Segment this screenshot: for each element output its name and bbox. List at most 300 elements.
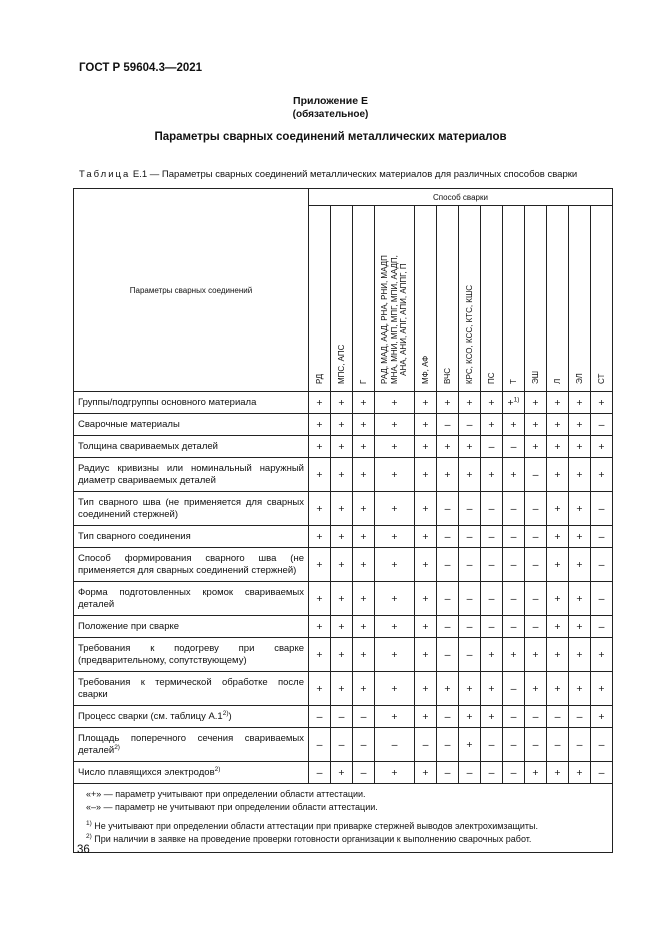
value-cell: [459, 728, 481, 762]
table-row: [74, 492, 613, 526]
value-cell: [547, 582, 569, 616]
value-cell: [525, 582, 547, 616]
caption-prefix: Таблица: [79, 169, 131, 180]
value: +: [598, 440, 605, 453]
value-cell: [353, 762, 375, 784]
value: –: [576, 710, 583, 723]
table-row: [74, 436, 613, 458]
value-cell: [481, 458, 503, 492]
method-header: [591, 206, 613, 392]
value-cell: [569, 638, 591, 672]
method-label: Т: [508, 379, 518, 384]
value: +: [576, 558, 583, 571]
value: –: [466, 620, 473, 633]
value-cell: [547, 672, 569, 706]
value-cell: [591, 414, 613, 436]
value-cell: [525, 436, 547, 458]
note-minus: «–» — параметр не учитывают при определении области аттестации.: [86, 802, 378, 812]
value: +: [338, 620, 345, 633]
method-label: ЭШ: [530, 370, 540, 384]
value: +: [554, 530, 561, 543]
value: +: [316, 558, 323, 571]
param-name-cell: [74, 414, 309, 436]
value: +: [338, 530, 345, 543]
value: +: [391, 710, 398, 723]
value-cell: [331, 638, 353, 672]
value-cell: [459, 616, 481, 638]
value: +: [466, 682, 473, 695]
value-cell: [459, 492, 481, 526]
value-cell: [459, 392, 481, 414]
param-name: Требования к подогреву при сварке (предварительному, сопутствующему): [78, 642, 304, 666]
footnote-ref: 2): [114, 743, 120, 751]
value-cell: [481, 762, 503, 784]
value-cell: [591, 526, 613, 548]
value-cell: [353, 458, 375, 492]
value-cell: [525, 672, 547, 706]
value-cell: [459, 458, 481, 492]
value-cell: [481, 436, 503, 458]
value-cell: [503, 492, 525, 526]
value: –: [488, 738, 495, 751]
value-cell: [375, 414, 415, 436]
method-label: ВЧС: [442, 367, 452, 384]
value-cell: [547, 436, 569, 458]
value-cell: [309, 548, 331, 582]
param-name: Требования к термической обработке после сварки: [78, 676, 304, 700]
value: +: [360, 418, 367, 431]
value: +: [316, 530, 323, 543]
value-cell: [569, 414, 591, 436]
method-group-header: Способ сварки: [309, 189, 613, 206]
value: +: [576, 766, 583, 779]
value-cell: [503, 616, 525, 638]
value-cell: [525, 762, 547, 784]
value: +: [316, 396, 323, 409]
table-row: [74, 414, 613, 436]
value-cell: [353, 436, 375, 458]
value-cell: [415, 414, 437, 436]
value-cell: [525, 638, 547, 672]
value-cell: [353, 548, 375, 582]
value-cell: [481, 638, 503, 672]
value: +: [391, 766, 398, 779]
section-title: Параметры сварных соединений металлических материалов: [154, 131, 507, 143]
value: +: [532, 396, 539, 409]
value-cell: [415, 728, 437, 762]
value: –: [444, 648, 451, 661]
value: –: [510, 530, 517, 543]
value-cell: [481, 706, 503, 728]
table-row: [74, 728, 613, 762]
value-cell: [309, 436, 331, 458]
value-cell: [353, 414, 375, 436]
value: +: [338, 592, 345, 605]
value: –: [466, 766, 473, 779]
value-cell: [591, 638, 613, 672]
param-name: Процесс сварки (см. таблицу А.1: [78, 710, 223, 722]
value: +: [422, 418, 429, 431]
value: –: [532, 710, 539, 723]
value-cell: [353, 672, 375, 706]
value-cell: [481, 582, 503, 616]
value: +: [598, 396, 605, 409]
value: +: [510, 468, 517, 481]
value-cell: [569, 526, 591, 548]
footnote-ref: 1): [513, 396, 520, 403]
value-cell: [569, 706, 591, 728]
value: –: [360, 738, 367, 751]
value: +: [391, 558, 398, 571]
value-cell: [437, 436, 459, 458]
value: +: [391, 620, 398, 633]
param-name-suffix: ): [228, 710, 232, 722]
value: +: [316, 682, 323, 695]
value-cell: [375, 762, 415, 784]
value-cell: [547, 548, 569, 582]
document-id: ГОСТ Р 59604.3—2021: [79, 62, 203, 74]
value: –: [360, 710, 367, 723]
value-cell: [459, 672, 481, 706]
value-cell: [569, 728, 591, 762]
table-row: [74, 638, 613, 672]
value: –: [598, 558, 605, 571]
value-cell: [591, 672, 613, 706]
param-name-cell: [74, 616, 309, 638]
value-cell: [375, 436, 415, 458]
value: –: [598, 620, 605, 633]
value: +: [598, 468, 605, 481]
appendix-title: Приложение Е: [293, 95, 368, 107]
value: +: [598, 710, 605, 723]
parameters-table: [73, 188, 613, 853]
value-cell: [481, 414, 503, 436]
param-name: Толщина свариваемых деталей: [78, 440, 218, 452]
value-cell: [503, 414, 525, 436]
value-cell: [525, 458, 547, 492]
value: +: [316, 592, 323, 605]
value-cell: [331, 616, 353, 638]
value-cell: [503, 762, 525, 784]
value: +: [576, 592, 583, 605]
value: +: [576, 418, 583, 431]
value-cell: [331, 706, 353, 728]
param-name-cell: [74, 638, 309, 672]
value: –: [444, 558, 451, 571]
value: +: [360, 592, 367, 605]
value-cell: [525, 616, 547, 638]
method-header: [331, 206, 353, 392]
value-cell: [591, 616, 613, 638]
value: +: [391, 592, 398, 605]
value: –: [510, 592, 517, 605]
value-cell: [503, 548, 525, 582]
value: –: [466, 592, 473, 605]
value: –: [488, 502, 495, 515]
value-cell: [569, 548, 591, 582]
value: +: [316, 648, 323, 661]
value: +: [360, 530, 367, 543]
method-label: ПС: [486, 372, 496, 384]
value: +: [422, 468, 429, 481]
value: +: [391, 396, 398, 409]
value: +: [554, 558, 561, 571]
value: –: [532, 738, 539, 751]
value: –: [316, 766, 323, 779]
value: +: [554, 620, 561, 633]
value-cell: [415, 638, 437, 672]
value-cell: [353, 582, 375, 616]
value: +: [422, 766, 429, 779]
value: +: [466, 396, 473, 409]
footnote-ref: 2): [214, 765, 221, 773]
value-cell: [525, 706, 547, 728]
value: +: [554, 418, 561, 431]
value-cell: [437, 616, 459, 638]
value: +: [488, 682, 495, 695]
value-cell: [437, 728, 459, 762]
method-label: МПС, АПС: [336, 344, 346, 384]
table-row: [74, 762, 613, 784]
value-cell: [591, 492, 613, 526]
value: –: [532, 620, 539, 633]
method-header: [547, 206, 569, 392]
table-row: [74, 582, 613, 616]
value-cell: [353, 728, 375, 762]
value: –: [444, 530, 451, 543]
value-cell: [415, 616, 437, 638]
value-cell: [569, 458, 591, 492]
value-cell: [459, 582, 481, 616]
value: –: [444, 418, 451, 431]
value: –: [532, 530, 539, 543]
value-cell: [375, 706, 415, 728]
value: +: [422, 648, 429, 661]
value-cell: [331, 436, 353, 458]
value-cell: [375, 728, 415, 762]
value-cell: [503, 458, 525, 492]
value: –: [598, 502, 605, 515]
value: +: [360, 440, 367, 453]
value-cell: [459, 706, 481, 728]
value-cell: [481, 672, 503, 706]
value-cell: [525, 414, 547, 436]
value-cell: [331, 526, 353, 548]
value-cell: [591, 762, 613, 784]
value: +: [422, 502, 429, 515]
value: –: [488, 766, 495, 779]
method-label: МНА, МНИ, МП, МПГ, МПИ, ААДП,: [389, 255, 399, 384]
value: +: [532, 440, 539, 453]
value: +: [338, 648, 345, 661]
value: +: [338, 766, 345, 779]
value: –: [576, 738, 583, 751]
value: +: [360, 558, 367, 571]
value: –: [488, 620, 495, 633]
value: +: [532, 418, 539, 431]
notes-row: [74, 784, 613, 853]
value-cell: [437, 458, 459, 492]
value-cell: [375, 492, 415, 526]
value-cell: [437, 638, 459, 672]
value: +: [488, 396, 495, 409]
param-name-cell: [74, 582, 309, 616]
value-cell: [437, 548, 459, 582]
value: –: [444, 766, 451, 779]
caption-text: Е.1 — Параметры сварных соединений металлических материалов для различных способов сварки: [130, 169, 578, 180]
value-cell: [591, 392, 613, 414]
value: +: [422, 396, 429, 409]
value: –: [598, 418, 605, 431]
param-name-cell: [74, 548, 309, 582]
table-row: [74, 458, 613, 492]
table-row: [74, 548, 613, 582]
value: –: [510, 766, 517, 779]
method-label: КРС, КСО, КСС, КТС, КШС: [464, 284, 474, 384]
param-name: Способ формирования сварного шва (не применяется для сварных соединений стержней): [78, 552, 304, 576]
value: +: [554, 396, 561, 409]
value: –: [510, 502, 517, 515]
value: +: [598, 682, 605, 695]
value-cell: [459, 548, 481, 582]
value: +: [532, 682, 539, 695]
param-name: Сварочные материалы: [78, 418, 180, 430]
footnote-1-mark: 1): [86, 820, 92, 827]
param-name: Радиус кривизны или номинальный наружный диаметр свариваемых деталей: [78, 462, 304, 486]
value: –: [360, 766, 367, 779]
value: +: [360, 648, 367, 661]
value: +: [488, 468, 495, 481]
param-name-cell: [74, 762, 309, 784]
value-cell: [481, 728, 503, 762]
value: +: [554, 440, 561, 453]
value: –: [554, 738, 561, 751]
value: +: [576, 530, 583, 543]
value-cell: [547, 762, 569, 784]
value-cell: [503, 526, 525, 548]
value-cell: [415, 672, 437, 706]
value-cell: [503, 638, 525, 672]
value-cell: [547, 492, 569, 526]
value-cell: [375, 392, 415, 414]
value-cell: [375, 526, 415, 548]
value: +: [554, 468, 561, 481]
value-cell: [309, 392, 331, 414]
param-name: Тип сварного шва (не применяется для сварных соединений стержней): [78, 496, 304, 520]
param-name-cell: [74, 526, 309, 548]
value-cell: [569, 762, 591, 784]
table-row: [74, 392, 613, 414]
value: +: [360, 468, 367, 481]
value-cell: [525, 392, 547, 414]
value: +: [554, 766, 561, 779]
value: +: [338, 558, 345, 571]
method-header: [569, 206, 591, 392]
value: –: [316, 710, 323, 723]
value: +: [507, 396, 514, 409]
value: +: [422, 530, 429, 543]
value-cell: [503, 582, 525, 616]
value-cell: [375, 616, 415, 638]
method-header: [481, 206, 503, 392]
value: +: [338, 682, 345, 695]
value: –: [444, 502, 451, 515]
value-cell: [375, 582, 415, 616]
value: +: [316, 418, 323, 431]
value-cell: [503, 672, 525, 706]
value-cell: [459, 436, 481, 458]
method-label: РАД, МАД, ААД, РНА, РНИ, МАДП: [380, 255, 390, 384]
value: –: [598, 592, 605, 605]
value: +: [316, 620, 323, 633]
value-cell: [525, 526, 547, 548]
value: +: [444, 440, 451, 453]
value-cell: [415, 548, 437, 582]
value: +: [444, 468, 451, 481]
value-cell: [591, 548, 613, 582]
value: +: [338, 396, 345, 409]
value: –: [444, 710, 451, 723]
page-number: 36: [77, 844, 90, 856]
value: +: [422, 710, 429, 723]
footnote-2: [86, 833, 606, 846]
value: +: [598, 648, 605, 661]
value-cell: [375, 638, 415, 672]
value-cell: [481, 548, 503, 582]
value-cell: [309, 638, 331, 672]
value-cell: [591, 436, 613, 458]
value: +: [360, 502, 367, 515]
value: +: [510, 648, 517, 661]
table-caption: [79, 169, 577, 180]
value: +: [422, 440, 429, 453]
value-cell: [437, 706, 459, 728]
value-cell: [547, 392, 569, 414]
value-cell: [331, 458, 353, 492]
method-header: [353, 206, 375, 392]
value-cell: [415, 762, 437, 784]
value-cell: [547, 616, 569, 638]
method-header: [503, 206, 525, 392]
value-cell: [309, 492, 331, 526]
value: +: [576, 648, 583, 661]
value: –: [510, 440, 517, 453]
value: +: [466, 738, 473, 751]
value: +: [360, 682, 367, 695]
value-cell: [459, 638, 481, 672]
value: +: [391, 502, 398, 515]
value: +: [488, 418, 495, 431]
value-cell: [353, 616, 375, 638]
value-cell: [547, 638, 569, 672]
value-cell: [415, 436, 437, 458]
value-cell: [415, 392, 437, 414]
value: –: [466, 418, 473, 431]
table-row: [74, 616, 613, 638]
value: –: [532, 468, 539, 481]
value: –: [488, 592, 495, 605]
value: –: [444, 620, 451, 633]
footnote-1: [86, 820, 606, 833]
value: +: [422, 682, 429, 695]
value-cell: [415, 492, 437, 526]
value-cell: [375, 672, 415, 706]
value: –: [532, 558, 539, 571]
value-cell: [437, 672, 459, 706]
value-cell: [591, 728, 613, 762]
value: –: [391, 738, 398, 751]
value: +: [444, 396, 451, 409]
